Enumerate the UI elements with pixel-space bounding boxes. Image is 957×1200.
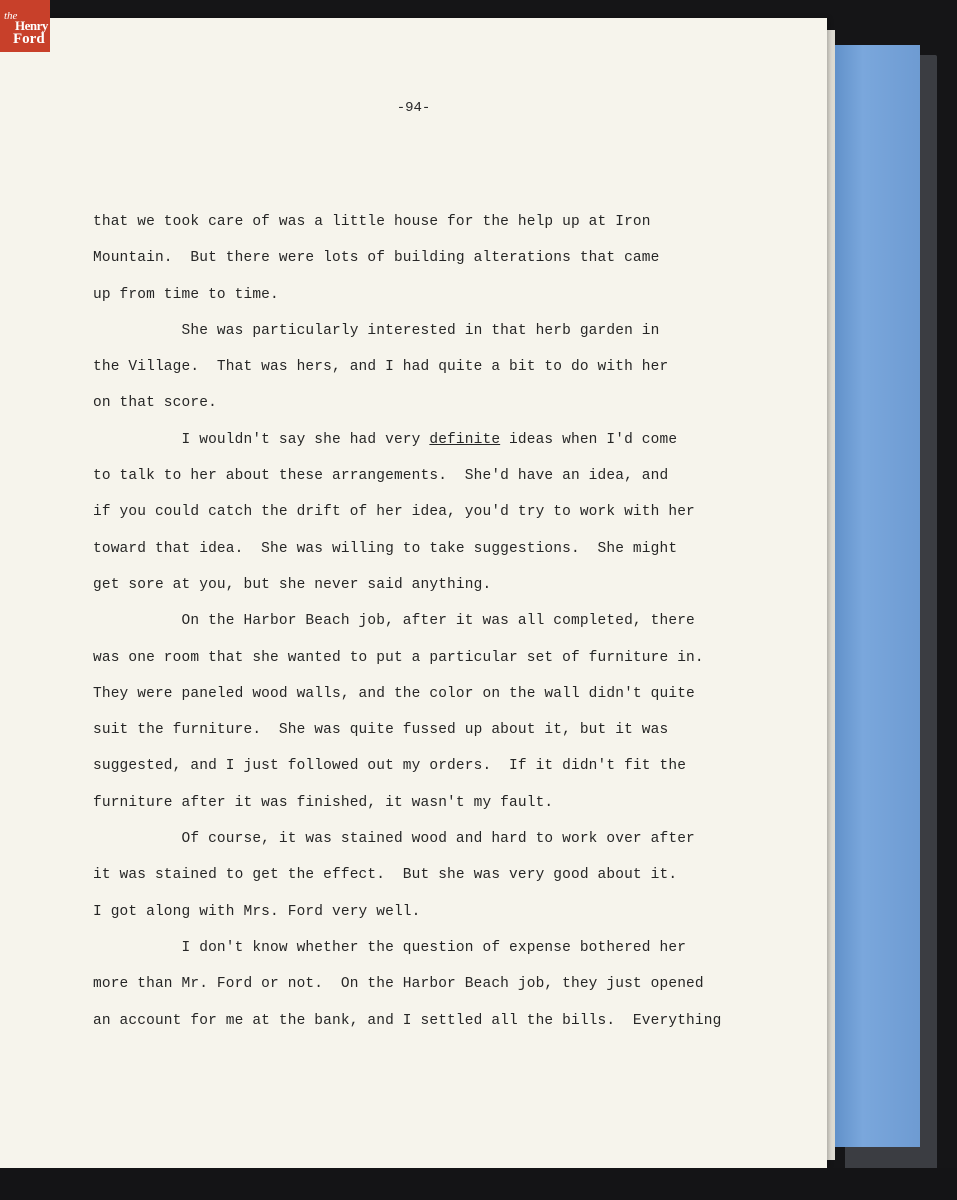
- text-line: suit the furniture. She was quite fussed up about it, but it was: [93, 722, 669, 739]
- text-line: She was particularly interested in that herb garden in: [93, 322, 660, 339]
- text-segment: ideas when I'd come: [500, 431, 678, 448]
- text-line: Of course, it was stained wood and hard to work over after: [93, 831, 695, 848]
- henry-ford-logo: [0, 0, 50, 52]
- text-segment: I wouldn't say she had very: [93, 431, 430, 448]
- bottom-background: [0, 1168, 957, 1200]
- text-line: an account for me at the bank, and I settled all the bills. Everything: [93, 1012, 722, 1029]
- book-cover-blue: [832, 45, 920, 1147]
- body-text: [93, 204, 743, 1039]
- text-line: Mountain. But there were lots of building alterations that came: [93, 250, 660, 267]
- text-line: it was stained to get the effect. But she was very good about it.: [93, 867, 678, 884]
- text-line: more than Mr. Ford or not. On the Harbor Beach job, they just opened: [93, 976, 704, 993]
- logo-henry: Henry: [15, 18, 48, 33]
- text-line: on that score.: [93, 395, 217, 412]
- text-line: toward that idea. She was willing to take suggestions. She might: [93, 540, 678, 557]
- text-line: that we took care of was a little house for the help up at Iron: [93, 214, 651, 230]
- underlined-word: definite: [429, 431, 501, 448]
- text-line: I don't know whether the question of expense bothered her: [93, 939, 687, 956]
- document-page: [0, 18, 827, 1168]
- text-line: the Village. That was hers, and I had quite a bit to do with her: [93, 359, 669, 376]
- text-line: get sore at you, but she never said anything.: [93, 576, 492, 593]
- text-line: if you could catch the drift of her idea, you'd try to work with her: [93, 504, 695, 521]
- text-line: They were paneled wood walls, and the color on the wall didn't quite: [93, 685, 695, 702]
- text-line: to talk to her about these arrangements. She'd have an idea, and: [93, 468, 669, 485]
- text-line: furniture after it was finished, it wasn't my fault.: [93, 794, 554, 811]
- text-line: [93, 422, 743, 458]
- text-line: On the Harbor Beach job, after it was all completed, there: [93, 613, 695, 630]
- logo-the: the: [4, 10, 18, 22]
- page-number: -94-: [396, 100, 431, 116]
- text-line: suggested, and I just followed out my orders. If it didn't fit the: [93, 758, 687, 775]
- text-line: up from time to time.: [93, 286, 279, 303]
- logo-ford: Ford: [13, 31, 45, 47]
- text-line: I got along with Mrs. Ford very well.: [93, 903, 421, 920]
- text-line: was one room that she wanted to put a particular set of furniture in.: [93, 649, 704, 666]
